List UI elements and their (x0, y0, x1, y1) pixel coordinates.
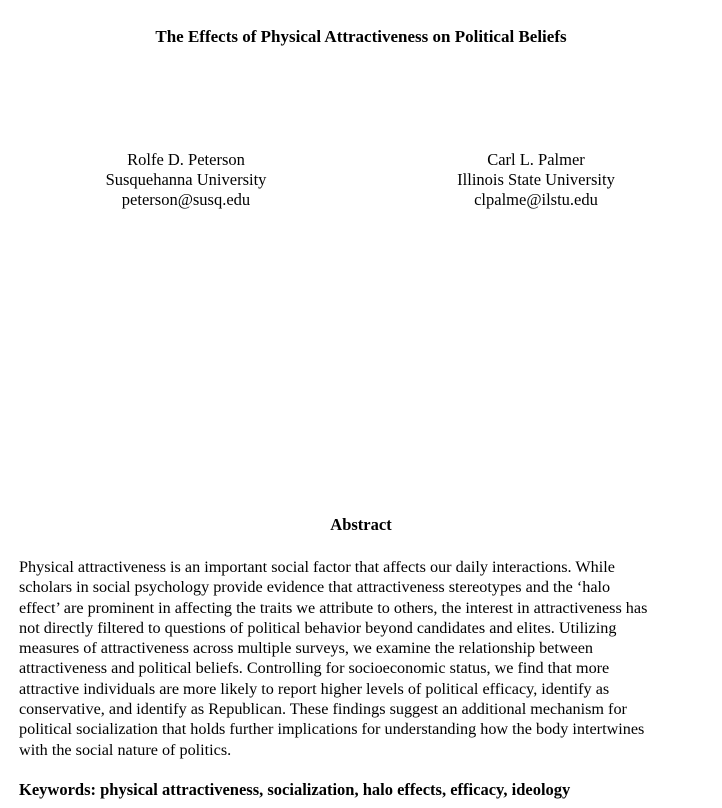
abstract-line: political socialization that holds further implications for understanding how the body intertwines (19, 720, 645, 739)
abstract-line: not directly filtered to questions of political behavior beyond candidates and elites. Utilizing (19, 618, 617, 637)
abstract-body (19, 557, 719, 760)
keywords: Keywords: physical attractiveness, socialization, halo effects, efficacy, ideology (19, 780, 571, 799)
author-name: Rolfe D. Peterson (127, 150, 245, 169)
author-name: Carl L. Palmer (487, 150, 585, 169)
abstract-line: measures of attractiveness across multiple surveys, we examine the relationship between (19, 639, 594, 658)
abstract-line: attractive individuals are more likely to report higher levels of political efficacy, identify as (19, 679, 610, 698)
abstract-line: Physical attractiveness is an important social factor that affects our daily interactions. While (19, 558, 615, 576)
author-email: peterson@susq.edu (121, 190, 251, 209)
author-block-2 (436, 150, 636, 210)
abstract-line: conservative, and identify as Republican. These findings suggest an additional mechanism for (19, 700, 627, 719)
author-affiliation: Susquehanna University (105, 170, 267, 189)
abstract-line: with the social nature of politics. (19, 740, 232, 759)
abstract-line: effect’ are prominent in affecting the traits we attribute to others, the interest in attractiveness has (19, 598, 648, 617)
author-email: clpalme@ilstu.edu (474, 190, 598, 209)
abstract-line: scholars in social psychology provide evidence that attractiveness stereotypes and the ‘halo (19, 578, 611, 597)
author-block-1 (86, 150, 286, 210)
abstract-heading: Abstract (330, 515, 392, 534)
paper-title: The Effects of Physical Attractiveness on Political Beliefs (155, 27, 567, 46)
abstract-line: attractiveness and political beliefs. Controlling for socioeconomic status, we find that more (19, 659, 610, 678)
author-affiliation: Illinois State University (457, 170, 615, 189)
